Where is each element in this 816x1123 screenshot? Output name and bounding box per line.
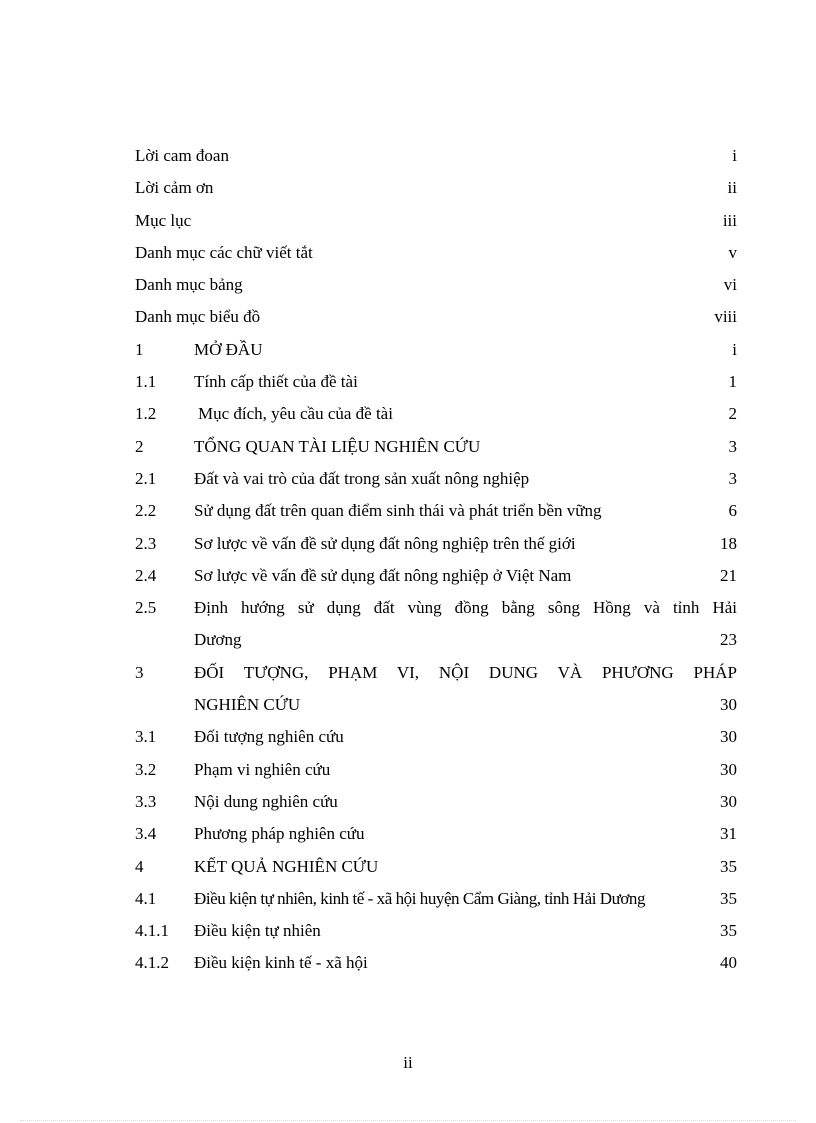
toc-entry-number: 2.1 (135, 468, 157, 488)
toc-entry-number: 3.1 (135, 727, 157, 747)
toc-entry-number: 4 (135, 856, 144, 876)
toc-entry-title: Phương pháp nghiên cứu (194, 824, 365, 844)
toc-entry-number: 2.4 (135, 565, 157, 585)
toc-entry (135, 237, 737, 269)
toc-entry-number: 3.2 (135, 759, 157, 779)
toc-entry-number: 3.4 (135, 824, 157, 844)
toc-entry-page: 30 (720, 695, 737, 715)
toc-entry-number: 4.1.2 (135, 953, 169, 973)
toc-entry (135, 947, 737, 979)
table-of-contents (135, 140, 737, 980)
toc-entry-title: Điều kiện kinh tế - xã hội (194, 953, 368, 973)
toc-entry (135, 334, 737, 366)
toc-entry-title: Điều kiện tự nhiên (194, 921, 321, 941)
toc-entry-number: 2 (135, 436, 144, 456)
toc-entry (135, 560, 737, 592)
toc-entry-title: Đối tượng nghiên cứu (194, 727, 344, 747)
toc-entry-page: 23 (720, 630, 737, 650)
toc-entry-title: Đất và vai trò của đất trong sản xuất nông nghiệp (194, 468, 530, 488)
toc-entry-title: Sơ lược về vấn đề sử dụng đất nông nghiệp ở Việt Nam (194, 565, 572, 585)
toc-entry-title-line1: Định hướng sử dụng đất vùng đồng bằng sông Hồng và tỉnh Hải (194, 598, 737, 618)
toc-entry (135, 754, 737, 786)
toc-entry-page: 2 (728, 404, 737, 424)
toc-entry-title: Phạm vi nghiên cứu (194, 759, 331, 779)
toc-entry-page: 35 (720, 888, 737, 908)
toc-entry (135, 883, 737, 915)
toc-entry-page: 6 (728, 501, 737, 521)
toc-entry-number: 2.3 (135, 533, 157, 553)
toc-entry (135, 851, 737, 883)
toc-entry-page: iii (722, 210, 737, 230)
toc-entry (135, 657, 737, 689)
toc-entry-continuation (135, 624, 737, 656)
toc-entry-title-line2: Dương (194, 630, 242, 650)
toc-entry (135, 269, 737, 301)
toc-entry (135, 366, 737, 398)
toc-entry-title: Mục đích, yêu cầu của đề tài (198, 404, 393, 424)
toc-entry-page: 3 (728, 468, 737, 488)
toc-entry (135, 172, 737, 204)
toc-entry (135, 915, 737, 947)
toc-entry-page: 3 (728, 436, 737, 456)
toc-entry-number: 1.2 (135, 404, 157, 424)
toc-entry (135, 398, 737, 430)
toc-entry-page: viii (714, 307, 737, 327)
toc-entry (135, 818, 737, 850)
toc-entry-page: 35 (720, 921, 737, 941)
toc-entry-title: Danh mục các chữ viết tắt (135, 242, 313, 262)
toc-entry-title: Sử dụng đất trên quan điểm sinh thái và phát triển bền vững (194, 501, 602, 521)
toc-entry-page: 21 (720, 565, 737, 585)
toc-entry-title: Lời cảm ơn (135, 178, 214, 198)
toc-entry (135, 786, 737, 818)
toc-entry (135, 528, 737, 560)
toc-entry (135, 140, 737, 172)
toc-entry-title-line1: ĐỐI TƯỢNG, PHẠM VI, NỘI DUNG VÀ PHƯƠNG PHÁP (194, 662, 737, 682)
toc-entry-title: Sơ lược về vấn đề sử dụng đất nông nghiệp trên thế giới (194, 533, 576, 553)
toc-entry-number: 1.1 (135, 372, 157, 392)
toc-entry-number: 4.1.1 (135, 921, 169, 941)
toc-entry-page: 30 (720, 727, 737, 747)
toc-entry (135, 592, 737, 624)
toc-entry (135, 301, 737, 333)
toc-entry-page: 35 (720, 856, 737, 876)
toc-entry-page: vi (723, 275, 737, 295)
toc-entry (135, 205, 737, 237)
toc-entry-page: 30 (720, 759, 737, 779)
toc-entry-page: 31 (720, 824, 737, 844)
toc-entry-page: i (732, 146, 737, 165)
toc-entry-page: 40 (720, 953, 737, 973)
toc-entry-page: v (728, 242, 737, 262)
toc-entry-title: TỔNG QUAN TÀI LIỆU NGHIÊN CỨU (194, 436, 481, 456)
toc-entry-page: 18 (720, 533, 737, 553)
toc-entry-page: i (732, 339, 737, 359)
toc-entry-page: 1 (728, 372, 737, 392)
toc-entry (135, 463, 737, 495)
toc-entry-page: ii (727, 178, 737, 198)
toc-entry-title: Mục lục (135, 210, 192, 230)
toc-entry-title: Danh mục bảng (135, 275, 243, 295)
toc-entry-continuation (135, 689, 737, 721)
page-number-footer: ii (403, 1053, 413, 1072)
toc-entry-number: 1 (135, 339, 144, 359)
toc-entry-title: MỞ ĐẦU (194, 339, 263, 359)
toc-entry-number: 4.1 (135, 888, 157, 908)
toc-entry-title: Điều kiện tự nhiên, kinh tế - xã hội huyện Cẩm Giàng, tỉnh Hải Dương (194, 888, 646, 908)
toc-entry-title: Nội dung nghiên cứu (194, 791, 338, 811)
toc-entry (135, 721, 737, 753)
page-bottom-divider (20, 1120, 796, 1121)
toc-entry (135, 495, 737, 527)
toc-entry-page: 30 (720, 791, 737, 811)
toc-entry-title: KẾT QUẢ NGHIÊN CỨU (194, 856, 379, 876)
toc-entry (135, 431, 737, 463)
toc-entry-number: 2.5 (135, 598, 157, 618)
toc-entry-title: Danh mục biểu đồ (135, 307, 261, 327)
toc-entry-number: 2.2 (135, 501, 157, 521)
toc-entry-title: Lời cam đoan (135, 146, 229, 165)
toc-entry-number: 3 (135, 662, 144, 682)
toc-entry-number: 3.3 (135, 791, 157, 811)
toc-entry-title-line2: NGHIÊN CỨU (194, 695, 301, 715)
toc-entry-title: Tính cấp thiết của đề tài (194, 372, 358, 392)
